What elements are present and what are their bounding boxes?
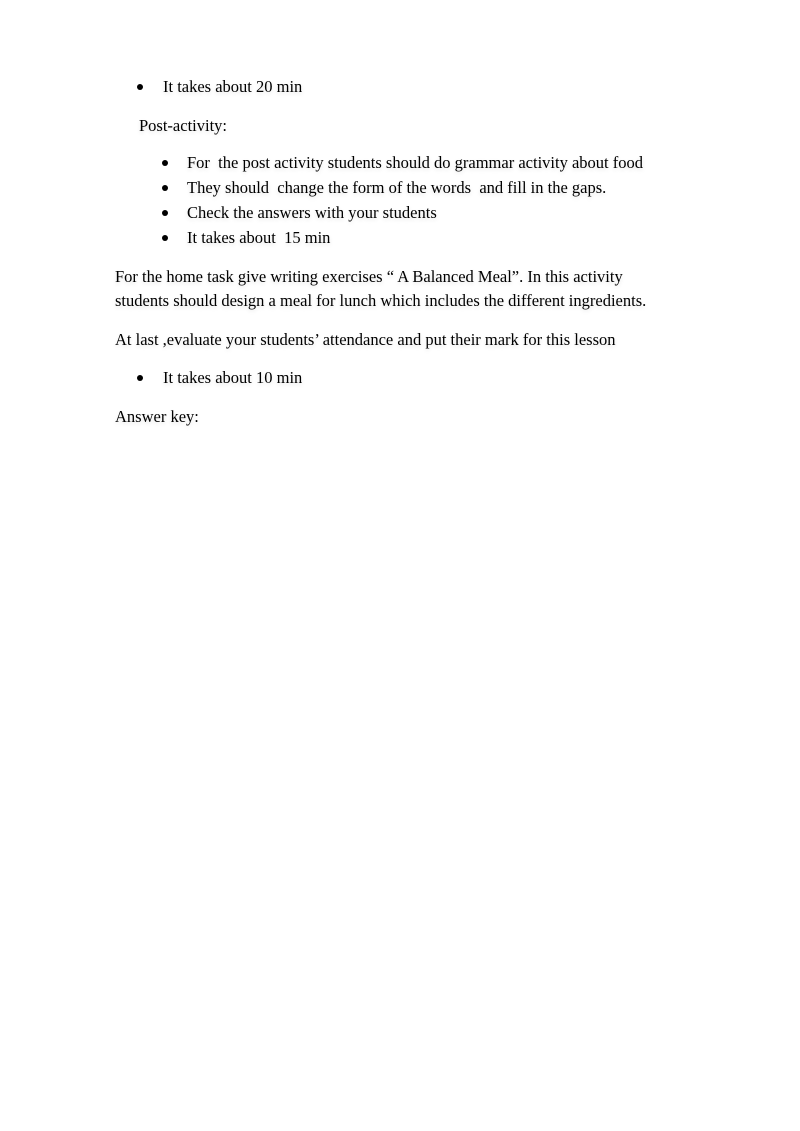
bullet-icon [162,185,168,191]
list-item: It takes about 20 min [163,77,303,96]
list-item: They should change the form of the words and fill in the gaps. [187,178,607,197]
bullet-icon [137,84,143,90]
paragraph-evaluation: At last ,evaluate your students’ attendance and put their mark for this lesson [115,330,616,349]
list-item: It takes about 15 min [187,228,331,247]
bullet-icon [162,210,168,216]
bullet-icon [162,160,168,166]
bullet-icon [162,235,168,241]
answer-key-label: Answer key: [115,407,199,426]
paragraph-home-task-line: students should design a meal for lunch which includes the different ingredients. [115,291,647,310]
bullet-icon [137,375,143,381]
list-item: For the post activity students should do grammar activity about food [187,153,643,172]
paragraph-home-task-line: For the home task give writing exercises “ A Balanced Meal”. In this activity [115,267,623,286]
list-item: Check the answers with your students [187,203,437,222]
section-heading-post-activity: Post-activity: [139,116,227,135]
list-item: It takes about 10 min [163,368,303,387]
